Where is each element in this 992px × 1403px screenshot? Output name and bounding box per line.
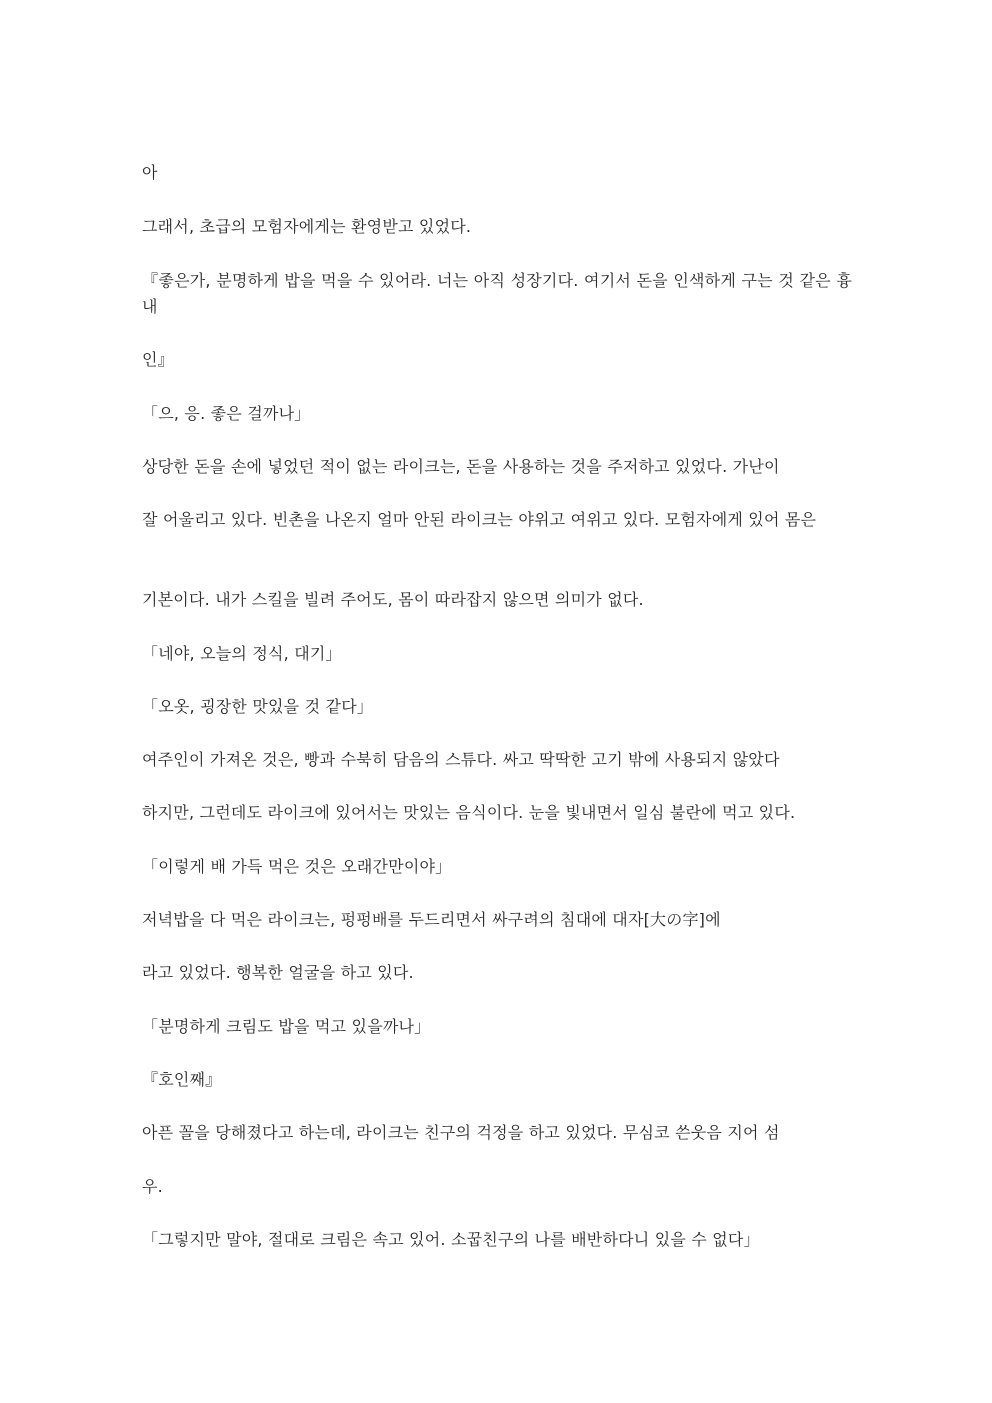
paragraph: 「오옷, 굉장한 맛있을 것 같다」 bbox=[142, 697, 374, 716]
paragraph: 아픈 꼴을 당해졌다고 하는데, 라이크는 친구의 걱정을 하고 있었다. 무심코 쓴웃음 지어 섬 bbox=[142, 1123, 780, 1142]
paragraph: 「이렇게 배 가득 먹은 것은 오래간만이야」 bbox=[142, 857, 452, 876]
paragraph: 라고 있었다. 행복한 얼굴을 하고 있다. bbox=[142, 963, 414, 982]
paragraph: 「으, 응. 좋은 걸까나」 bbox=[142, 404, 311, 423]
paragraph: 『호인째』 bbox=[142, 1070, 222, 1089]
paragraph: 아 bbox=[142, 163, 158, 182]
paragraph: 「그렇지만 말야, 절대로 크림은 속고 있어. 소꿉친구의 나를 배반하다니 있을 수 없다」 bbox=[142, 1230, 760, 1249]
paragraph: 여주인이 가져온 것은, 빵과 수북히 담음의 스튜다. 싸고 딱딱한 고기 밖에 사용되지 않았다 bbox=[142, 750, 780, 769]
paragraph: 저녁밥을 다 먹은 라이크는, 펑펑배를 두드리면서 싸구려의 침대에 대자[大の字]에 bbox=[142, 910, 721, 929]
paragraph: 「분명하게 크림도 밥을 먹고 있을까나」 bbox=[142, 1017, 431, 1036]
paragraph: 잘 어울리고 있다. 빈촌을 나온지 얼마 안된 라이크는 야위고 여위고 있다. 모험자에게 있어 몸은 bbox=[142, 510, 817, 529]
paragraph: 인』 bbox=[142, 350, 174, 369]
paragraph: 그래서, 초급의 모험자에게는 환영받고 있었다. bbox=[142, 217, 472, 236]
paragraph: 「네야, 오늘의 정식, 대기」 bbox=[142, 644, 342, 663]
paragraph: 『좋은가, 분명하게 밥을 먹을 수 있어라. 너는 아직 성장기다. 여기서 돈을 인색하게 구는 것 같은 흉내 bbox=[142, 271, 852, 316]
paragraph: 우. bbox=[142, 1177, 163, 1196]
paragraph: 상당한 돈을 손에 넣었던 적이 없는 라이크는, 돈을 사용하는 것을 주저하고 있었다. 가난이 bbox=[142, 457, 780, 476]
paragraph: 하지만, 그런데도 라이크에 있어서는 맛있는 음식이다. 눈을 빛내면서 일심 불란에 먹고 있다. bbox=[142, 803, 796, 822]
paragraph: 기본이다. 내가 스킬을 빌려 주어도, 몸이 따라잡지 않으면 의미가 없다. bbox=[142, 590, 644, 609]
